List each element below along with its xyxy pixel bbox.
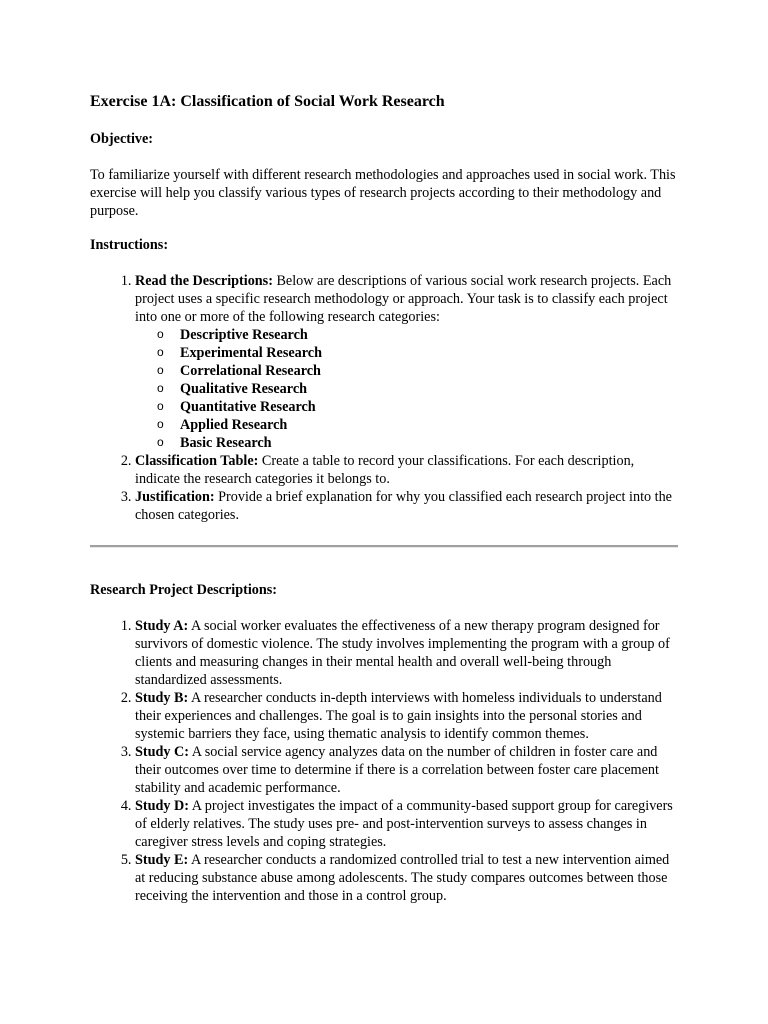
category-list bbox=[135, 326, 680, 452]
study-label: Study E: bbox=[135, 852, 189, 868]
category-label: Quantitative Research bbox=[180, 399, 316, 415]
category-item bbox=[135, 398, 680, 416]
instruction-step-label: Classification Table: bbox=[135, 453, 259, 469]
circle-bullet-icon: o bbox=[157, 345, 164, 359]
study-text: A researcher conducts in-depth interviews with homeless individuals to understand their experiences and challenges. The goal is to gain insights into the personal stories and systemic barriers they face, using thematic analysis to identify common themes. bbox=[135, 690, 662, 742]
study-text: A project investigates the impact of a community-based support group for caregivers of elderly relatives. The study uses pre- and post-intervention surveys to assess changes in caregiver stress levels and coping strategies. bbox=[135, 798, 673, 850]
category-item bbox=[135, 380, 680, 398]
study-item bbox=[135, 851, 680, 905]
instructions-list bbox=[90, 272, 680, 524]
study-item bbox=[135, 797, 680, 851]
circle-bullet-icon: o bbox=[157, 417, 164, 431]
category-item bbox=[135, 416, 680, 434]
category-item bbox=[135, 434, 680, 452]
category-item bbox=[135, 344, 680, 362]
horizontal-divider bbox=[90, 545, 678, 548]
circle-bullet-icon: o bbox=[157, 381, 164, 395]
instruction-step bbox=[135, 272, 680, 452]
descriptions-heading: Research Project Descriptions: bbox=[90, 582, 278, 598]
circle-bullet-icon: o bbox=[157, 399, 164, 413]
category-label: Correlational Research bbox=[180, 363, 321, 379]
study-label: Study A: bbox=[135, 618, 189, 634]
circle-bullet-icon: o bbox=[157, 435, 164, 449]
instruction-step-label: Justification: bbox=[135, 489, 215, 505]
category-label: Experimental Research bbox=[180, 345, 322, 361]
instruction-step bbox=[135, 452, 680, 488]
study-label: Study D: bbox=[135, 798, 190, 814]
instruction-step-text: Below are descriptions of various social work research projects. Each project uses a specific research methodology or approach. Your task is to classify each project into one or more of the following research categories: bbox=[135, 273, 672, 325]
category-label: Qualitative Research bbox=[180, 381, 308, 397]
objective-text: To familiarize yourself with different research methodologies and approaches used in social work. This exercise will help you classify various types of research projects according to their methodology and purpose. bbox=[90, 167, 676, 219]
category-label: Basic Research bbox=[180, 435, 272, 451]
study-text: A social worker evaluates the effectiveness of a new therapy program designed for survivors of domestic violence. The study involves implementing the program with a group of clients and measuring changes in their mental health and overall well-being through standardized assessments. bbox=[135, 618, 670, 688]
category-label: Descriptive Research bbox=[180, 327, 308, 343]
category-label: Applied Research bbox=[180, 417, 288, 433]
instruction-step-label: Read the Descriptions: bbox=[135, 273, 273, 289]
study-text: A social service agency analyzes data on the number of children in foster care and their outcomes over time to determine if there is a correlation between foster care placement stability and academic performance. bbox=[135, 744, 659, 796]
descriptions-section bbox=[90, 581, 680, 905]
instructions-heading: Instructions: bbox=[90, 237, 169, 253]
instruction-step-text: Create a table to record your classifications. For each description, indicate the research categories it belongs to. bbox=[135, 453, 635, 487]
instruction-step-text: Provide a brief explanation for why you classified each research project into the chosen categories. bbox=[135, 489, 672, 523]
instruction-step bbox=[135, 488, 680, 524]
objective-heading: Objective: bbox=[90, 131, 154, 147]
document-title: Exercise 1A: Classification of Social Work Research bbox=[90, 93, 445, 110]
circle-bullet-icon: o bbox=[157, 363, 164, 377]
study-label: Study C: bbox=[135, 744, 190, 760]
study-item bbox=[135, 743, 680, 797]
study-item bbox=[135, 689, 680, 743]
document-page bbox=[90, 92, 680, 524]
circle-bullet-icon: o bbox=[157, 327, 164, 341]
study-text: A researcher conducts a randomized controlled trial to test a new intervention aimed at reducing substance abuse among adolescents. The study compares outcomes between those receiving the intervention and those in a control group. bbox=[135, 852, 670, 904]
category-item bbox=[135, 326, 680, 344]
study-label: Study B: bbox=[135, 690, 189, 706]
category-item bbox=[135, 362, 680, 380]
study-list bbox=[90, 617, 680, 905]
study-item bbox=[135, 617, 680, 689]
